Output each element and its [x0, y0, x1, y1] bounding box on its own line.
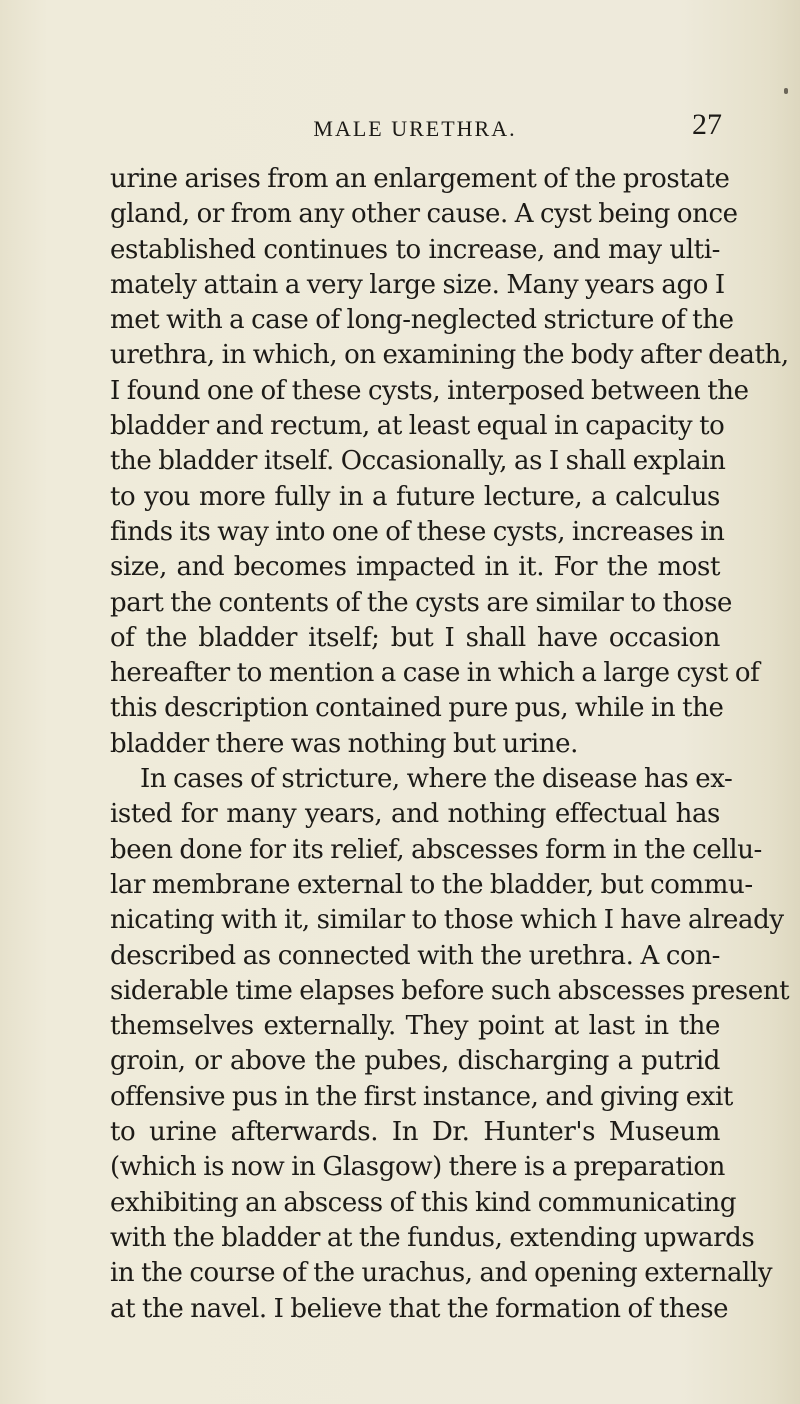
text-line: described as connected with the urethra. A con-	[110, 940, 720, 971]
text-line: with the bladder at the fundus, extending upwards	[110, 1222, 755, 1253]
text-line: the bladder itself. Occasionally, as I shall explain	[110, 446, 726, 477]
text-line: established continues to increase, and may ulti-	[110, 234, 720, 265]
text-line: in the course of the urachus, and opening externally	[110, 1258, 773, 1289]
text-line: siderable time elapses before such abscesses present	[110, 975, 790, 1006]
text-line: part the contents of the cysts are similar to those	[110, 587, 733, 618]
text-line: met with a case of long-neglected stricture of the	[110, 305, 734, 336]
text-line: bladder and rectum, at least equal in capacity to	[110, 411, 725, 442]
text-line: to you more fully in a future lecture, a calculus	[110, 481, 720, 512]
text-line: isted for many years, and nothing effectual has	[110, 799, 720, 830]
text-line: groin, or above the pubes, discharging a putrid	[110, 1046, 720, 1077]
text-line: mately attain a very large size. Many years ago I	[110, 269, 725, 300]
text-line: size, and becomes impacted in it. For the most	[110, 552, 720, 583]
text-line: urethra, in which, on examining the body after death,	[110, 340, 789, 371]
text-line: hereafter to mention a case in which a large cyst of	[110, 658, 760, 689]
paragraph-start-line: In cases of stricture, where the disease has ex-	[140, 764, 733, 795]
text-line: nicating with it, similar to those which I have already	[110, 905, 784, 936]
text-line: at the navel. I believe that the formation of these	[110, 1293, 729, 1324]
text-line: to urine afterwards. In Dr. Hunter's Museum	[110, 1117, 720, 1148]
text-line: finds its way into one of these cysts, increases in	[110, 516, 725, 547]
text-line: this description contained pure pus, while in the	[110, 693, 724, 724]
page-speck	[784, 88, 788, 94]
text-line: I found one of these cysts, interposed between the	[110, 375, 749, 406]
text-line: (which is now in Glasgow) there is a preparation	[110, 1152, 725, 1183]
page-header	[110, 108, 720, 148]
running-head: MALE URETHRA.	[313, 116, 517, 141]
text-line: offensive pus in the first instance, and giving exit	[110, 1081, 733, 1112]
text-line: lar membrane external to the bladder, but commu-	[110, 869, 753, 900]
text-line: urine arises from an enlargement of the prostate	[110, 164, 730, 194]
text-line: gland, or from any other cause. A cyst being once	[110, 199, 738, 230]
body-text	[110, 162, 790, 1327]
paragraph-end-line: bladder there was nothing but urine.	[110, 728, 578, 759]
text-line: exhibiting an abscess of this kind communicating	[110, 1187, 737, 1218]
page-number: 27	[692, 108, 722, 141]
text-line: of the bladder itself; but I shall have occasion	[110, 622, 720, 653]
text-line: themselves externally. They point at last in the	[110, 1011, 720, 1042]
text-line: been done for its relief, abscesses form in the cellu-	[110, 834, 762, 865]
